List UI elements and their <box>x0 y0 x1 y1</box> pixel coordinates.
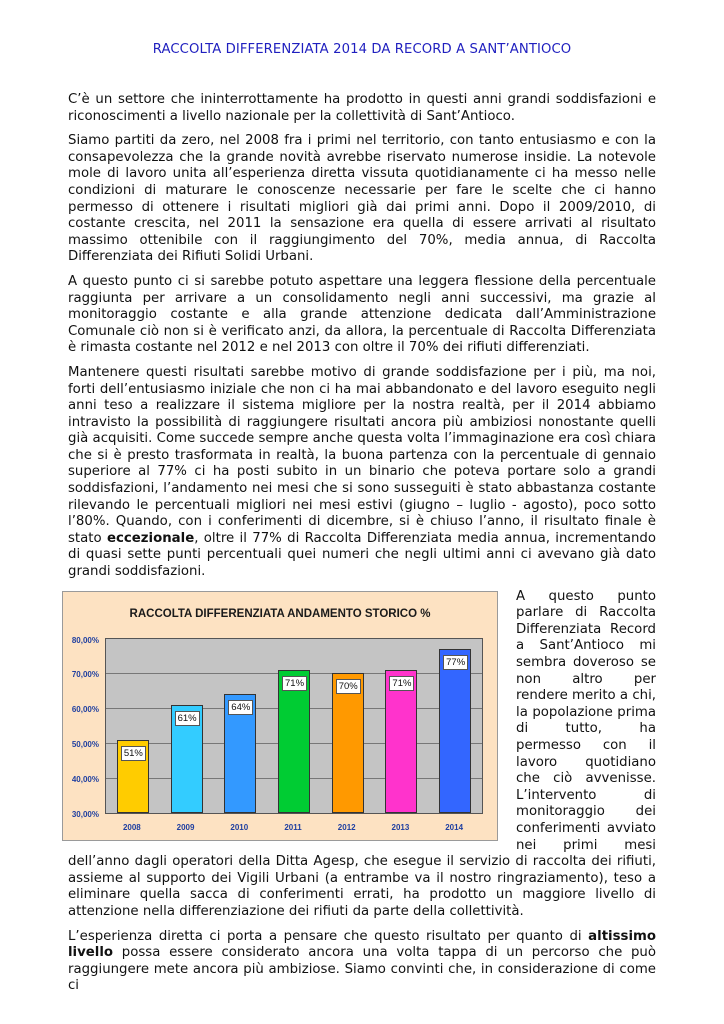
paragraph-2: Siamo partiti da zero, nel 2008 fra i primi nel territorio, con tanto entusiasmo e con la consapevolezza che la grande novità avrebbe riservato numerose insidie. La notevole mole di lavoro unita all’esperienza diretta vissuta quotidianamente ci ha messo nelle condizioni di maturare le conoscenze necessarie per fare le scelte che ci hanno permesso di ottenere i risultati migliori già dai primi anni. Dopo il 2009/2010, di costante crescita, nel 2011 la sensazione era quella di essere arrivati al risultato massimo ottenibile con il raggiungimento del 70%, media annua, di Raccolta Differenziata dei Rifiuti Solidi Urbani. <box>68 133 656 265</box>
x-tick-label: 2014 <box>445 822 464 832</box>
x-tick-label: 2011 <box>284 822 302 832</box>
page-title: RACCOLTA DIFFERENZIATA 2014 DA RECORD A SANT’ANTIOCO <box>152 42 572 57</box>
plot-area <box>105 638 483 814</box>
x-tick-label: 2010 <box>230 822 249 832</box>
paragraph-3: A questo punto ci si sarebbe potuto aspettare una leggera flessione della percentuale raggiunta per arrivare a un consolidamento negli anni successivi, ma grazie al monitoraggio costante e alla grande attenzione dedicata dall’Amministrazione Comunale ciò non si è verificato anzi, da allora, la percentuale di Raccolta Differenziata è rimasta costante nel 2012 e nel 2013 con oltre il 70% dei rifiuti differenziati. <box>68 273 656 356</box>
paragraph-1: C’è un settore che ininterrottamente ha prodotto in questi anni grandi soddisfazioni e riconoscimenti a livello nazionale per la collettività di Sant’Antioco. <box>68 92 656 124</box>
y-tick-label: 70,00% <box>71 670 99 680</box>
data-label-2010: 64% <box>228 700 253 715</box>
y-tick-label: 80,00% <box>71 635 99 645</box>
data-label-2013: 71% <box>389 676 414 691</box>
paragraph-6-bold: altissimo livello <box>68 928 656 961</box>
chart-area <box>62 591 498 841</box>
paragraph-4-text-a: Mantenere questi risultati sarebbe motivo di grande soddisfazione per i più, ma noi, forti dell’entusiasmo iniziale che non ci ha mai abbandonato e del lavoro eseguito negli anni teso a realizzare il sistema migliore per la nostra realtà, per il 2014 abbiamo intravisto la possibilità di raggiungere risultati ancora più ambiziosi nonostante quelli già acquisiti. Come succede sempre anche questa volta l’immaginazione era così chiara che si è presto trasformata in realtà, la buona partenza con la percentuale di gennaio superiore al 77% ci ha posti subito in un binario che poteva portare solo a grandi soddisfazioni, l’andamento nei mesi che si sono susseguiti è stato abbastanza costante rilevando le percentuali migliori nei mesi estivi (giugno – luglio - agosto), poco sotto l’80%. Quando, con i conferimenti di dicembre, si è chiuso l’anno, il risultato finale è stato <box>68 364 656 546</box>
paragraph-6 <box>68 929 656 995</box>
article-body <box>68 92 656 1003</box>
y-tick-label: 60,00% <box>71 705 99 715</box>
y-tick-label: 50,00% <box>71 740 99 750</box>
paragraph-6-text-b: possa essere considerato ancora una volta tappa di un percorso che può raggiungere mete ancora più ambiziose. Siamo convinti che, in considerazione di come ci <box>68 945 656 994</box>
paragraph-4-text-b: , oltre il 77% di Raccolta Differenziata media annua, incrementando di quasi sette punti percentuali quei numeri che negli ultimi anni ci avevano già dato grandi soddisfazioni. <box>68 530 657 580</box>
y-tick-label: 40,00% <box>71 774 99 784</box>
data-label-2008: 51% <box>121 746 146 761</box>
bar-2014 <box>439 649 471 813</box>
y-tick-label: 30,00% <box>71 809 99 819</box>
data-label-2012: 70% <box>336 679 361 694</box>
chart-title: RACCOLTA DIFFERENZIATA ANDAMENTO STORICO % <box>129 607 431 620</box>
x-tick-label: 2009 <box>176 822 195 832</box>
bar-2011 <box>278 670 310 813</box>
paragraph-4-bold: eccezionale <box>106 530 195 546</box>
data-label-2014: 77% <box>443 655 468 670</box>
paragraph-4 <box>68 365 656 581</box>
paragraph-5: A questo punto parlare di Raccolta Differenziata Record a Sant’Antioco mi sembra doveroso se non altro per rendere merito a chi, la popolazione prima di tutto, ha permesso con il lavoro quotidiano che ciò avvenisse. L’intervento di monitoraggio dei conferimenti avviato nei primi mesi dell’anno dagli operatori della Ditta Agesp, che esegue il servizio di raccolta dei rifiuti, assieme al supporto dei Vigili Urbani (a entrambe va il nostro ringraziamento), teso a eliminare quella sacca di conferimenti errati, ha prodotto un maggiore livello di attenzione nella differenziazione dei rifiuti da parte della collettività. <box>68 588 656 919</box>
data-label-2009: 61% <box>175 711 200 726</box>
paragraph-6-text-a: L’esperienza diretta ci porta a pensare che questo risultato per quanto di <box>68 928 589 944</box>
x-tick-label: 2008 <box>122 822 141 832</box>
x-tick-label: 2013 <box>391 822 410 832</box>
data-label-2011: 71% <box>282 676 307 691</box>
bar-2013 <box>385 670 417 813</box>
chart-figure <box>62 589 502 845</box>
x-tick-label: 2012 <box>337 822 356 832</box>
